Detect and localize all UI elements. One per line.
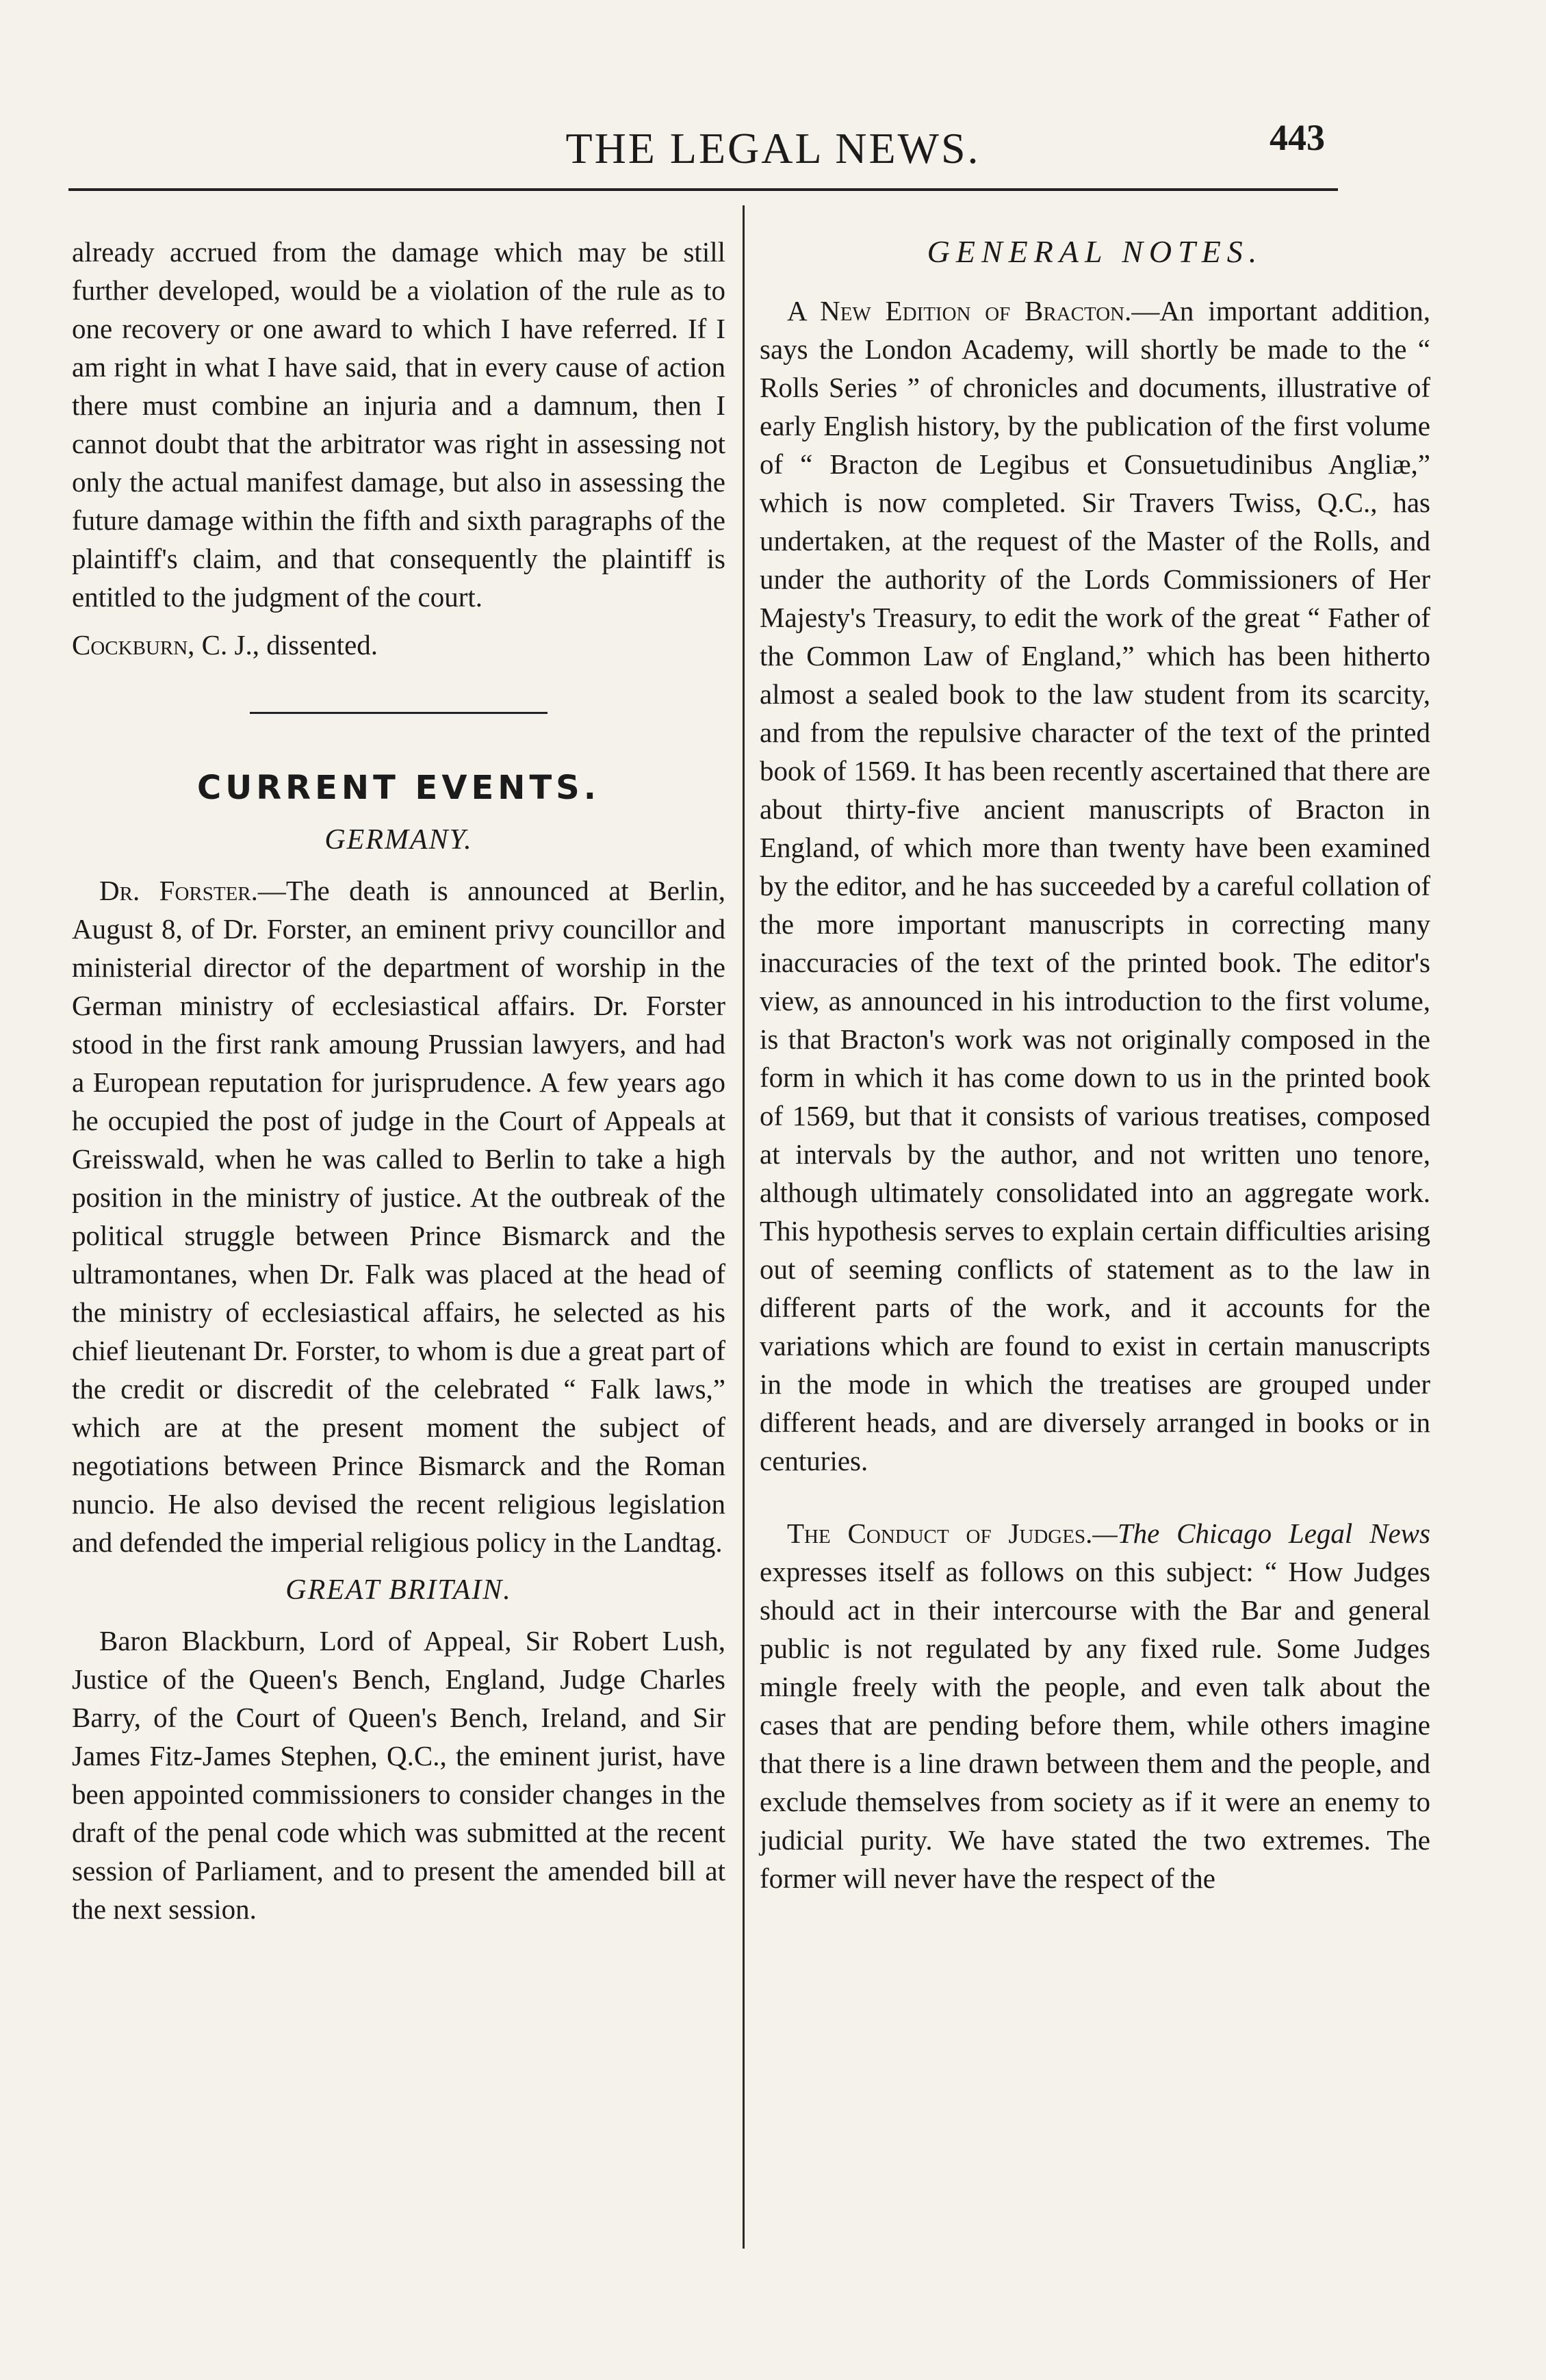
current-events-heading: CURRENT EVENTS. (197, 769, 600, 807)
forster-text: —The death is announced at Berlin, August 8, of Dr. Forster, an eminent privy councillor and ministerial director of the department of worship in the German ministry of ecclesiastical affairs. Dr. Forster stood in the first rank amoung Prussian lawyers, and had a European reputation for jurisprudence. A few years ago he occupied the post of judge in the Court of Appeals at Greisswald, when he was called to Berlin to take a high position in the ministry of justice. At the outbreak of the political struggle between Prince Bismarck and the ultramontanes, when Dr. Falk was placed at the head of the ministry of ecclesiastical affairs, he selected as his chief lieutenant Dr. Forster, to whom is due a great part of the credit or discredit of the celebrated “ Falk laws,” which are at the present moment the subject of negotiations between Prince Bismarck and the Roman nuncio. He also devised the recent religious legislation and defended the imperial religious policy in the Landtag. (72, 875, 725, 1558)
left-column (72, 233, 725, 1938)
continuation-paragraph: already accrued from the damage which may be still further developed, would be a violation of the rule as to one recovery or one award to which I have referred. If I am right in what I have said, that in every cause of action there must combine an injuria and a damnum, then I cannot doubt that the arbitrator was right in assessing not only the actual manifest damage, but also in assessing the future damage within the fifth and sixth paragraphs of the plaintiff's claim, and that consequently the plaintiff is entitled to the judgment of the court. (72, 236, 725, 613)
judges-article (760, 1514, 1430, 1897)
forster-article (72, 871, 725, 1561)
dissent-line (72, 626, 725, 664)
page-title: THE LEGAL NEWS. (565, 124, 981, 172)
bracton-article (760, 292, 1430, 1480)
dissent-rest: , C. J., dissented. (188, 629, 378, 661)
bracton-text: —An important addition, says the London Academy, will shortly be made to the “ Rolls Series ” of chronicles and documents, illustrative of early English history, by the publication of the first volume of “ Bracton de Legibus et Consuetudinibus Angliæ,” which is now completed. Sir Travers Twiss, Q.C., has undertaken, at the request of the Master of the Rolls, and under the authority of the Lords Commissioners of Her Majesty's Treasury, to edit the work of the great “ Father of the Common Law of England,” which has been hitherto almost a sealed book to the law student from its scarcity, and from the repulsive character of the text of the printed book of 1569. It has been recently ascertained that there are about thirty-five ancient manuscripts of Bracton in England, of which more than twenty have been examined by the editor, and he has succeeded by a careful collation of the more important manuscripts in correcting many inaccuracies of the text of the printed book. The editor's view, as announced in his introduction to the first volume, is that Bracton's work was not originally composed in the form in which it has come down to us in the printed book of 1569, but that it consists of various treatises, composed at intervals by the author, and not written uno tenore, although ultimately consolidated into an aggregate work. This hypothesis serves to explain certain difficulties arising out of seeming conflicts of statement as to the law in different parts of the work, and it accounts for the variations which are found to exist in certain manuscripts in the mode in which the treatises are grouped under different heads, and are diversely arranged in books or in centuries. (760, 295, 1430, 1476)
judges-text: expresses itself as follows on this subject: “ How Judges should act in their intercourse with the Bar and general public is not regulated by any fixed rule. Some Judges mingle freely with the people, and even talk about the cases that are pending before them, while others imagine that there is a line drawn between them and the people, and exclude themselves from society as if it were an enemy to judicial purity. We have stated the two extremes. The former will never have the respect of the (760, 1556, 1430, 1894)
great-britain-heading: GREAT BRITAIN. (285, 1574, 512, 1606)
bracton-lead: A New Edition of Bracton. (787, 295, 1132, 327)
section-separator (250, 712, 547, 714)
dissent-name: Cockburn (72, 629, 188, 661)
column-divider (743, 205, 745, 2249)
germany-heading: GERMANY. (324, 824, 473, 856)
header-rule (68, 188, 1338, 191)
britain-article: Baron Blackburn, Lord of Appeal, Sir Robert Lush, Justice of the Queen's Bench, England, Judge Charles Barry, of the Court of Queen's Bench, Ireland, and Sir James Fitz-James Stephen, Q.C., the eminent jurist, have been appointed commissioners to consider changes in the draft of the penal code which was submitted at the recent session of Parliament, and to present the amended bill at the next session. (72, 1625, 725, 1925)
page-number: 443 (1270, 117, 1325, 158)
forster-lead: Dr. Forster. (99, 875, 258, 906)
right-column (760, 233, 1430, 1907)
judges-source: —The Chicago Legal News (1092, 1518, 1430, 1549)
general-notes-heading: GENERAL NOTES. (927, 234, 1263, 269)
judges-lead: The Conduct of Judges. (787, 1518, 1093, 1549)
